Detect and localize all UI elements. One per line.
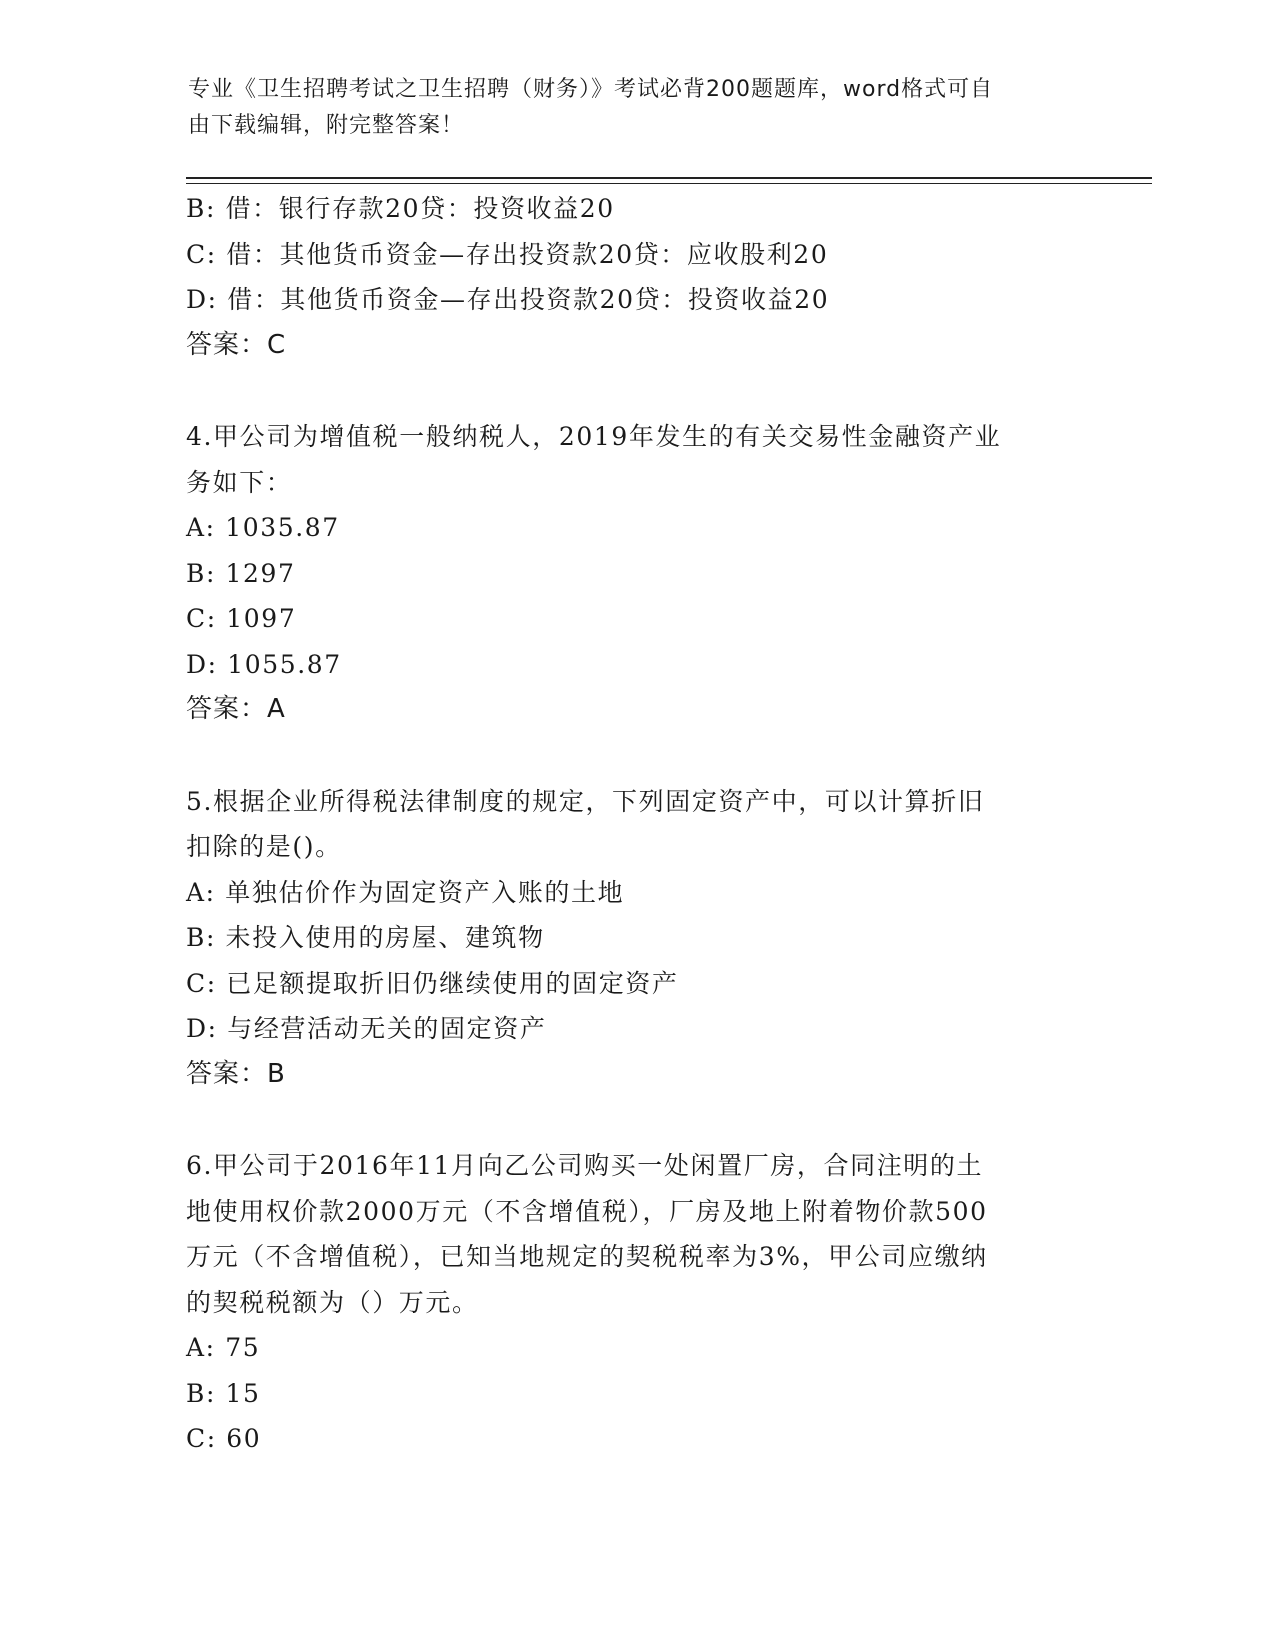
option-a: A: 单独估价作为固定资产入账的土地 [186,877,625,907]
option-b: B: 借：银行存款20贷：投资收益20 [186,194,615,223]
option-a: A: 1035.87 [186,513,340,542]
spacer [186,733,1066,779]
option-c: C: 1097 [186,604,297,633]
spacer [186,368,1066,414]
document-header [188,72,1068,144]
question-5-block [186,779,1066,1098]
option-d: D: 1055.87 [186,649,342,679]
question-stem: 地使用权价款2000万元（不含增值税），厂房及地上附着物价款500 [186,1196,988,1226]
option-b: B: 15 [186,1378,261,1408]
question-3-block [186,186,1066,368]
question-4-block [186,414,1066,733]
option-c: C: 借：其他货币资金—存出投资款20贷：应收股利20 [186,239,829,269]
question-list [186,186,1066,1462]
option-d: D: 与经营活动无关的固定资产 [186,1014,547,1043]
question-stem: 扣除的是()。 [186,832,342,861]
option-b: B: 未投入使用的房屋、建筑物 [186,923,545,952]
header-line-2: 由下载编辑，附完整答案！ [188,113,465,138]
header-rule-thin [186,183,1152,184]
option-b: B: 1297 [186,558,296,588]
option-a: A: 75 [186,1333,261,1362]
answer-label: 答案：B [186,1058,286,1089]
option-d: D: 借：其他货币资金—存出投资款20贷：投资收益20 [186,285,830,314]
answer-label: 答案：C [186,329,287,360]
option-c: C: 已足额提取折旧仍继续使用的固定资产 [186,968,679,998]
question-6-block [186,1143,1066,1462]
question-stem: 务如下： [186,467,293,497]
option-c: C: 60 [186,1424,262,1453]
question-stem: 6.甲公司于2016年11月向乙公司购买一处闲置厂房，合同注明的土 [186,1151,984,1180]
header-rule-thick [186,177,1152,179]
question-stem: 4.甲公司为增值税一般纳税人，2019年发生的有关交易性金融资产业 [186,422,1002,451]
question-stem: 万元（不含增值税），已知当地规定的契税税率为3%，甲公司应缴纳 [186,1242,988,1271]
spacer [186,1097,1066,1143]
answer-label: 答案：A [186,694,286,724]
question-stem: 5.根据企业所得税法律制度的规定，下列固定资产中，可以计算折旧 [186,786,985,816]
header-line-1: 专业《卫生招聘考试之卫生招聘（财务）》考试必背200题题库，word格式可自 [188,77,994,102]
question-stem: 的契税税额为（）万元。 [186,1287,479,1317]
